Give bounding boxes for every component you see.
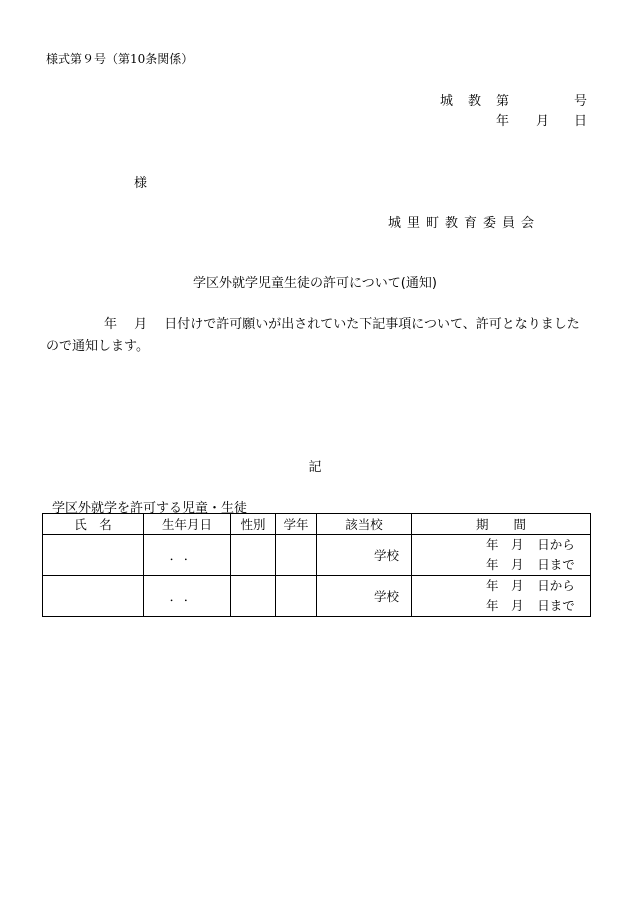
period-year: 年 bbox=[485, 557, 499, 572]
header-grade: 学年 bbox=[276, 514, 317, 535]
period-month: 月 bbox=[510, 578, 524, 593]
period-day: 日まで bbox=[537, 557, 575, 572]
header-birthdate: 生年月日 bbox=[144, 514, 231, 535]
date-month: 月 bbox=[536, 114, 550, 129]
period-from bbox=[412, 576, 590, 596]
cell-grade[interactable] bbox=[276, 576, 317, 617]
table-caption: 学区外就学を許可する児童・生徒 bbox=[52, 501, 248, 516]
period-month: 月 bbox=[510, 557, 524, 572]
header-name: 氏 名 bbox=[43, 514, 144, 535]
permission-table bbox=[42, 513, 591, 617]
period-to bbox=[412, 555, 590, 575]
form-number: 様式第９号（第10条関係） bbox=[46, 52, 194, 66]
body-text-line-1: 年 月 日付けで許可願いが出されていた下記事項について、許可となりました bbox=[104, 317, 580, 332]
header-period: 期 間 bbox=[412, 514, 591, 535]
document-title: 学区外就学児童生徒の許可について(通知) bbox=[193, 276, 437, 291]
period-year: 年 bbox=[485, 578, 499, 593]
period-day: 日から bbox=[537, 537, 575, 552]
date-year: 年 bbox=[496, 114, 510, 129]
period-year: 年 bbox=[485, 537, 499, 552]
doc-number-char: 教 bbox=[468, 94, 482, 109]
cell-school[interactable]: 学校 bbox=[317, 535, 412, 576]
cell-school[interactable]: 学校 bbox=[317, 576, 412, 617]
period-day: 日から bbox=[537, 578, 575, 593]
doc-number-suffix: 号 bbox=[574, 94, 588, 109]
table-row bbox=[43, 576, 591, 617]
period-month: 月 bbox=[510, 537, 524, 552]
cell-grade[interactable] bbox=[276, 535, 317, 576]
cell-name[interactable] bbox=[43, 535, 144, 576]
period-month: 月 bbox=[510, 598, 524, 613]
table-row bbox=[43, 535, 591, 576]
sender: 城里町教育委員会 bbox=[388, 216, 541, 231]
cell-period[interactable] bbox=[412, 576, 591, 617]
period-day: 日まで bbox=[537, 598, 575, 613]
period-from bbox=[412, 535, 590, 555]
header-sex: 性別 bbox=[231, 514, 276, 535]
ki-heading: 記 bbox=[308, 460, 322, 475]
cell-sex[interactable] bbox=[231, 576, 276, 617]
cell-birthdate[interactable]: ．． bbox=[144, 535, 231, 576]
cell-birthdate[interactable]: ．． bbox=[144, 576, 231, 617]
period-year: 年 bbox=[485, 598, 499, 613]
addressee: 様 bbox=[134, 176, 148, 191]
cell-name[interactable] bbox=[43, 576, 144, 617]
cell-sex[interactable] bbox=[231, 535, 276, 576]
doc-number-char: 第 bbox=[496, 94, 510, 109]
table-header-row bbox=[43, 514, 591, 535]
period-to bbox=[412, 596, 590, 616]
doc-number-char: 城 bbox=[440, 94, 454, 109]
body-text-line-2: ので通知します。 bbox=[46, 339, 149, 354]
cell-period[interactable] bbox=[412, 535, 591, 576]
date-day: 日 bbox=[574, 114, 588, 129]
header-school: 該当校 bbox=[317, 514, 412, 535]
